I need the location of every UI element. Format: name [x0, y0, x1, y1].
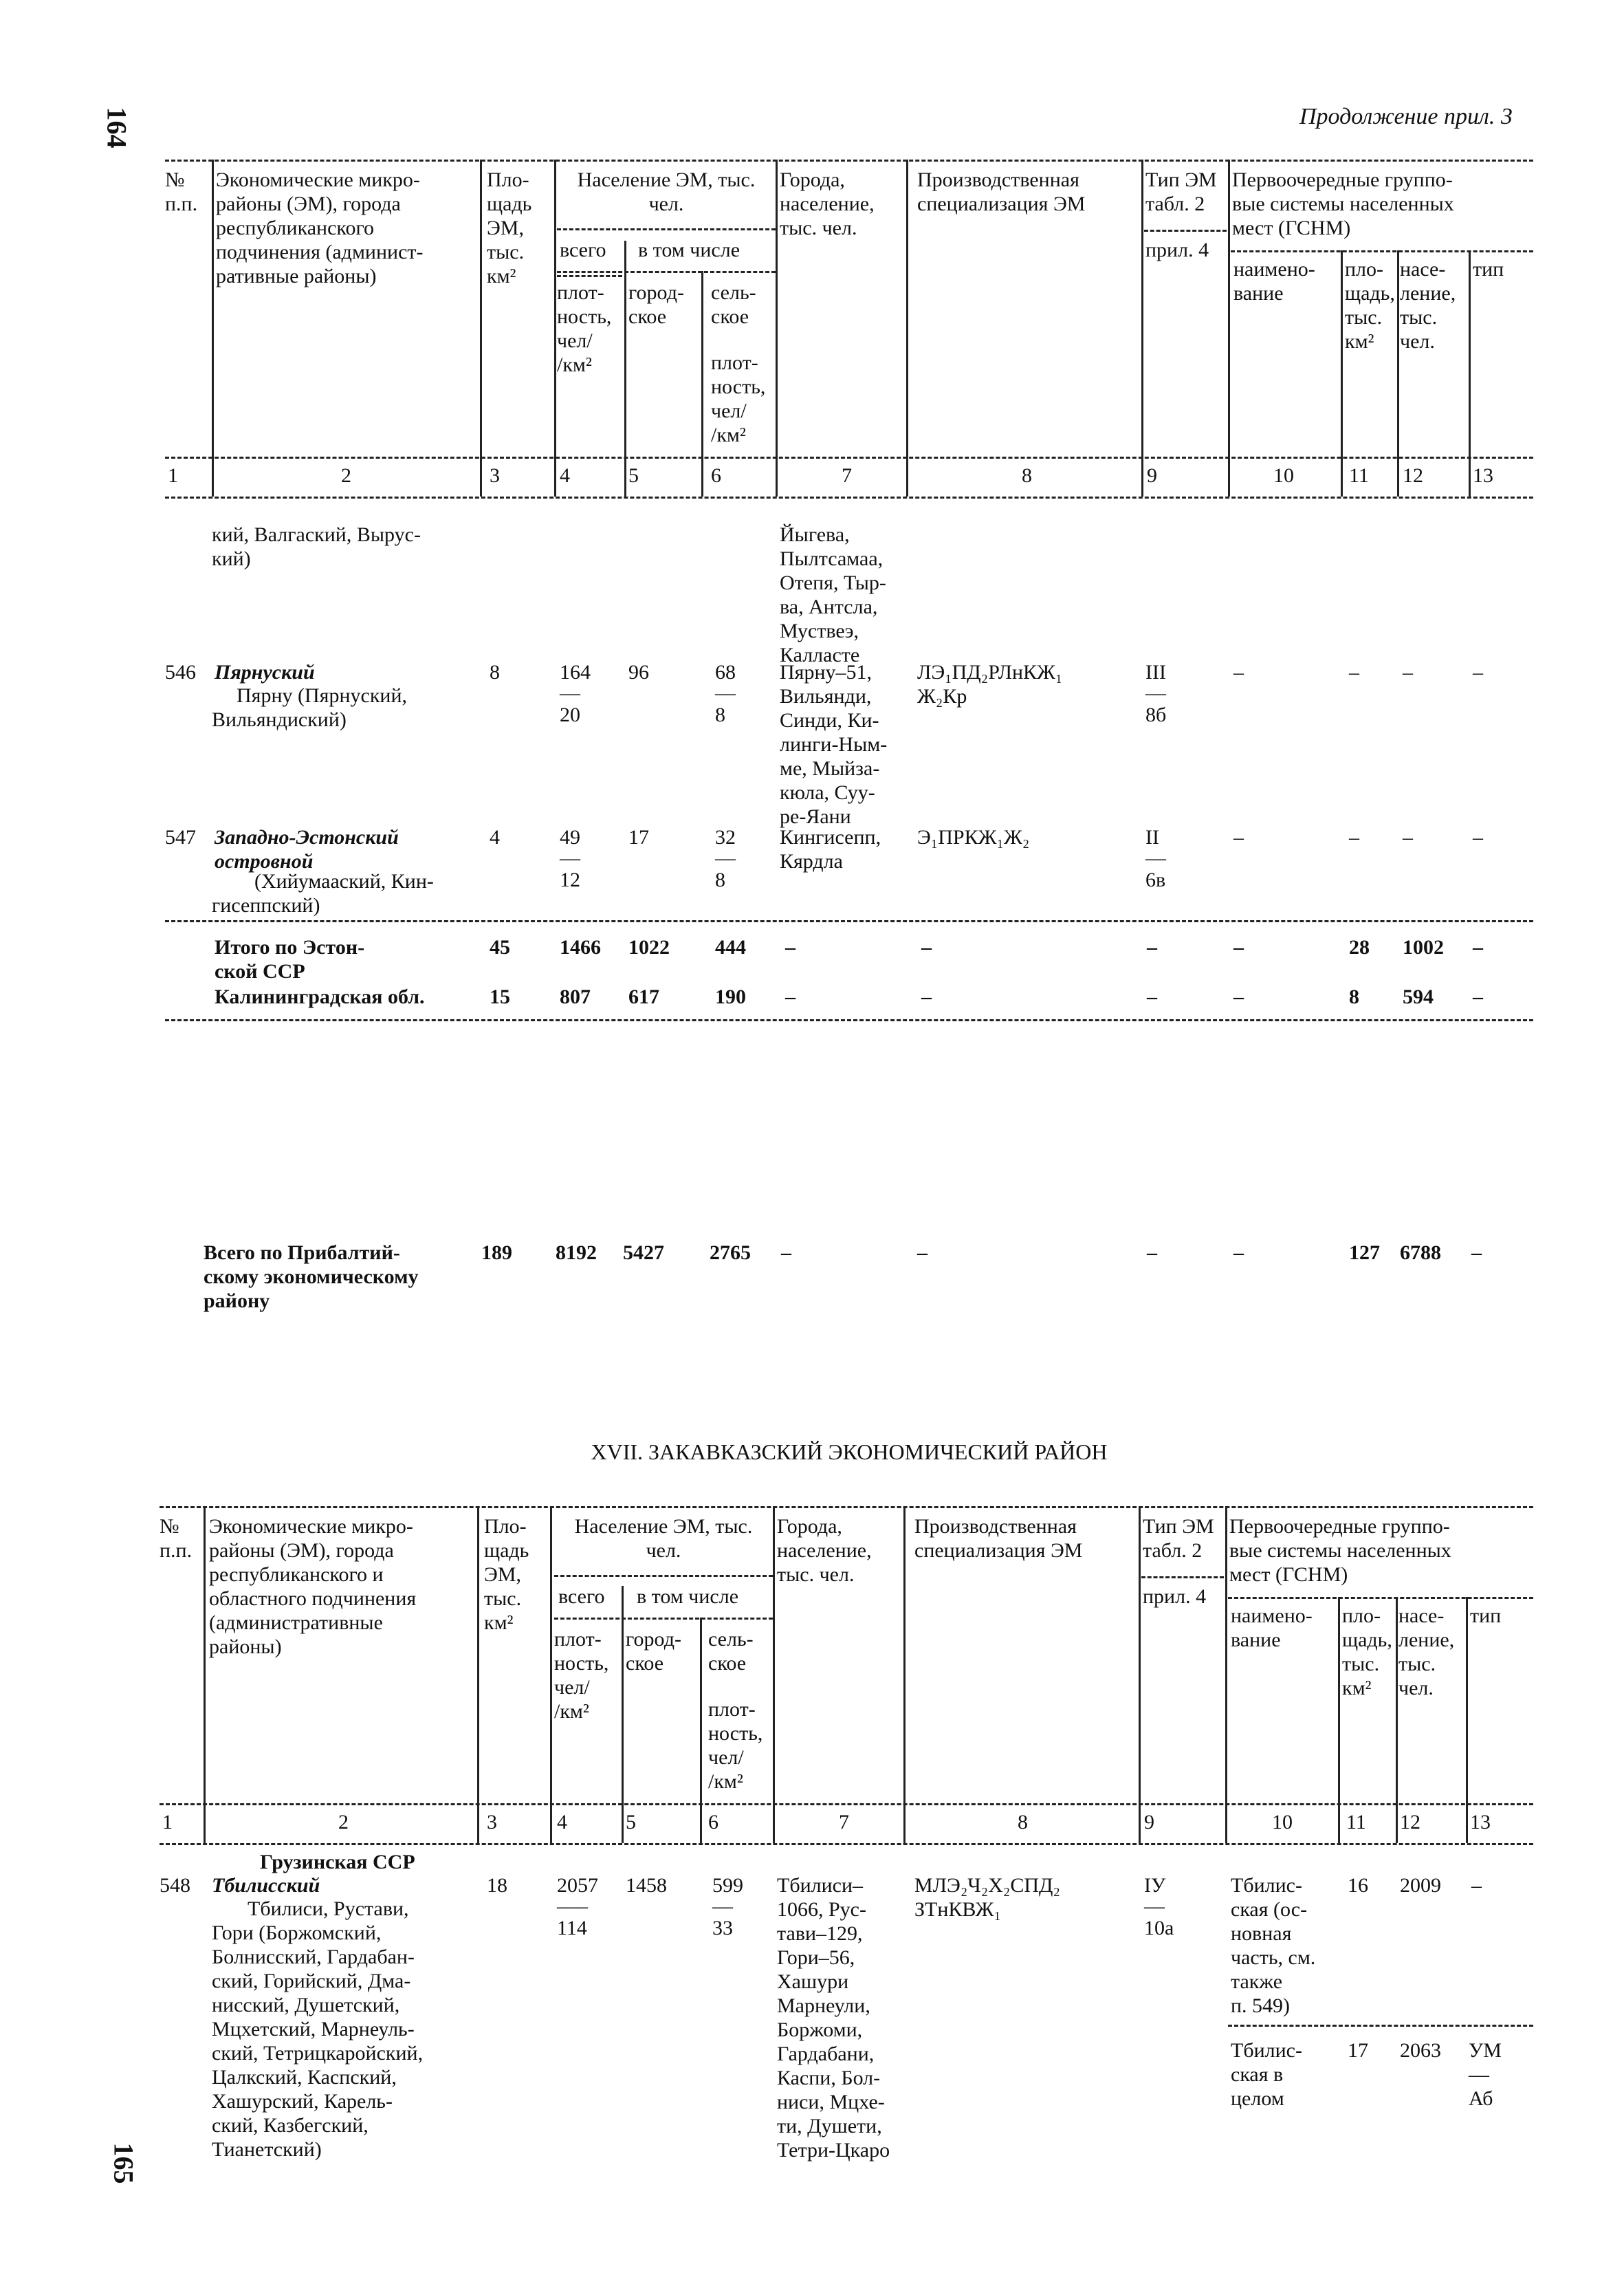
republic-heading: Грузинская ССР	[260, 1851, 415, 1873]
table-cell: 10а	[1144, 1917, 1174, 1939]
col-number: 9	[1144, 1811, 1154, 1833]
table-cell: 16	[1348, 1874, 1368, 1897]
table-cell: ––	[715, 847, 736, 869]
table-cell: ––	[560, 682, 580, 704]
header-gsnm: Первоочередные группо- вые системы населенных мест (ГСНМ)	[1229, 1515, 1451, 1586]
table-cell: II	[1145, 826, 1159, 849]
table-cell: 444	[715, 936, 746, 959]
header-incl: в том числе	[637, 1585, 739, 1608]
table-cell: Тбилисский	[212, 1874, 320, 1897]
header-gsnm-pop: насе- ление, тыс. чел.	[1400, 258, 1456, 353]
table-cell: IУ	[1144, 1874, 1166, 1897]
table-cell: –	[1147, 1241, 1157, 1264]
table-cell: –	[1147, 936, 1157, 959]
header-urban: город- ское	[626, 1628, 681, 1675]
continued-region-text: кий, Валгаский, Вырус- кий)	[212, 523, 421, 570]
col-number: 2	[338, 1811, 349, 1833]
table-cell: ––	[1144, 1895, 1165, 1917]
header-area: Пло- щадь ЭМ, тыс. км²	[484, 1515, 529, 1634]
table-cell: 1466	[560, 936, 601, 959]
table-cell: 68	[715, 661, 736, 684]
header-gsnm-name: наимено- вание	[1231, 1604, 1313, 1651]
table-cell: 164	[560, 661, 591, 684]
table-cell: –	[1403, 826, 1413, 849]
header-rural: сель- ское	[711, 281, 756, 328]
table-cell: ЛЭ₁ПД₂РЛнКЖ₁ Ж₂Кр	[917, 661, 1063, 708]
continued-cities-text: Йыгева, Пылтсамаа, Отепя, Тыр- ва, Антсла, Муствеэ, Калласте	[780, 523, 886, 666]
table-cell: –––	[557, 1895, 588, 1917]
col-number: 2	[341, 464, 351, 487]
header-gsnm-type: тип	[1470, 1604, 1502, 1627]
table-cell: Э₁ПРКЖ₁Ж₂	[917, 826, 1030, 849]
table-cell: 6в	[1145, 869, 1166, 891]
header-type-app: прил. 4	[1143, 1585, 1207, 1608]
col-number: 9	[1147, 464, 1157, 487]
table-cell: 189	[481, 1241, 512, 1264]
table-cell: –	[1473, 826, 1483, 849]
header-incl: в том числе	[638, 239, 740, 261]
table-cell: Тбилиси– 1066, Рус- тави–129, Гори–56, Хашури Марнеули, Боржоми, Гардабани, Каспи, Бол- ниси, Мцхе- ти, Душети, Тетри-Цкаро	[777, 1874, 890, 2162]
table-cell: –	[1349, 826, 1359, 849]
header-spec: Производственная специализация ЭМ	[917, 168, 1086, 215]
header-gsnm-pop: насе- ление, тыс. чел.	[1398, 1604, 1455, 1699]
table-cell: –	[1473, 936, 1483, 959]
table-cell: ––	[1145, 847, 1166, 869]
table-cell: 2009	[1400, 1874, 1441, 1897]
table-cell: Итого по Эстон- ской ССР	[215, 936, 365, 983]
table-cell: 8	[490, 661, 500, 684]
table-cell: 127	[1349, 1241, 1380, 1264]
table-cell: Кингисепп, Кярдла	[780, 826, 881, 873]
table-cell: 18	[487, 1874, 507, 1897]
table-cell: –	[1471, 1874, 1482, 1897]
table-cell: ––	[715, 682, 736, 704]
table-cell: 8192	[556, 1241, 597, 1264]
header-gsnm-area: пло- щадь, тыс. км²	[1342, 1604, 1392, 1699]
header-population: Население ЭМ, тыс. чел.	[574, 1515, 753, 1562]
header-region: Экономические микро- районы (ЭМ), города республиканского подчинения (админист- ративные районы)	[216, 168, 424, 287]
col-number: 10	[1273, 464, 1294, 487]
table-cell: 594	[1403, 986, 1434, 1008]
col-number: 5	[628, 464, 639, 487]
header-total: всего	[560, 239, 606, 261]
table-cell: –	[921, 986, 932, 1008]
col-number: 13	[1473, 464, 1493, 487]
table-cell: –	[1147, 986, 1157, 1008]
header-area: Пло- щадь ЭМ, тыс. км²	[487, 168, 532, 287]
table-cell: –	[1471, 1241, 1482, 1264]
col-number: 3	[487, 1811, 497, 1833]
table-cell: 1022	[628, 936, 670, 959]
table-cell: 8б	[1145, 704, 1167, 726]
table-cell: Тбилис- ская в целом	[1231, 2039, 1302, 2110]
col-number: 7	[839, 1811, 849, 1833]
col-number: 6	[711, 464, 721, 487]
col-number: 12	[1403, 464, 1423, 487]
header-density: плот- ность, чел/ /км²	[554, 1628, 609, 1723]
table-cell: 1458	[626, 1874, 667, 1897]
table-cell: 8	[1349, 986, 1359, 1008]
table-cell: 20	[560, 704, 580, 726]
table-cell: 4	[490, 826, 500, 849]
section-title: XVII. ЗАКАВКАЗСКИЙ ЭКОНОМИЧЕСКИЙ РАЙОН	[591, 1439, 1108, 1464]
table-cell: 15	[490, 986, 510, 1008]
table-cell: 12	[560, 869, 580, 891]
col-number: 7	[842, 464, 852, 487]
table-cell: ––	[560, 847, 580, 869]
page-number-bottom: 165	[108, 2142, 140, 2184]
header-region: Экономические микро- районы (ЭМ), города республиканского и областного подчинения (административные районы)	[209, 1515, 417, 1658]
col-number: 3	[490, 464, 500, 487]
col-number: 8	[1022, 464, 1032, 487]
header-num: № п.п.	[160, 1515, 193, 1562]
table-cell: 17	[1348, 2039, 1368, 2062]
table-cell: 33	[712, 1917, 733, 1939]
header-cities: Города, население, тыс. чел.	[780, 168, 875, 239]
table-cell: 5427	[623, 1241, 664, 1264]
table-cell: 2765	[710, 1241, 751, 1264]
table-cell: –	[1233, 826, 1244, 849]
header-type: Тип ЭМ табл. 2	[1145, 168, 1217, 215]
table-cell: МЛЭ₂Ч₂Х₂СПД₂ ЗТнКВЖ₁	[914, 1874, 1060, 1921]
table-cell: 8	[715, 869, 725, 891]
header-gsnm-area: пло- щадь, тыс. км²	[1345, 258, 1395, 353]
table-cell: Пярну (Пярнуский, Вильяндиский)	[212, 684, 408, 731]
table-cell: Калининградская обл.	[215, 986, 425, 1008]
table-cell: –	[917, 1241, 928, 1264]
table-cell: 2057	[557, 1874, 598, 1897]
col-number: 11	[1346, 1811, 1366, 1833]
header-spec: Производственная специализация ЭМ	[914, 1515, 1083, 1562]
table-cell: Пярну–51, Вильянди, Синди, Ки- линги-Ным- ме, Мыйза- кюла, Суу- ре-Яани	[780, 661, 888, 828]
table-cell: –	[781, 1241, 791, 1264]
table-cell: 1002	[1403, 936, 1444, 959]
col-number: 5	[626, 1811, 636, 1833]
table-cell: УМ –– Аб	[1469, 2039, 1502, 2110]
col-number: 11	[1349, 464, 1369, 487]
header-urban: город- ское	[628, 281, 684, 328]
table-cell: 6788	[1400, 1241, 1441, 1264]
table-cell: –	[1403, 661, 1413, 684]
table-cell: 190	[715, 986, 746, 1008]
table-cell: 617	[628, 986, 659, 1008]
table-cell: –	[1233, 1241, 1244, 1264]
table-cell: 32	[715, 826, 736, 849]
col-number: 6	[708, 1811, 718, 1833]
table-cell: Пярнуский	[215, 661, 315, 684]
table-cell: –	[1233, 936, 1244, 959]
table-cell: 49	[560, 826, 580, 849]
table-cell: 28	[1349, 936, 1370, 959]
header-gsnm-type: тип	[1473, 258, 1504, 281]
table-cell: 17	[628, 826, 649, 849]
table-cell: ––	[712, 1895, 733, 1917]
header-gsnm: Первоочередные группо- вые системы населенных мест (ГСНМ)	[1232, 168, 1454, 239]
col-number: 1	[168, 464, 178, 487]
header-population: Население ЭМ, тыс. чел.	[577, 168, 756, 215]
header-gsnm-name: наимено- вание	[1233, 258, 1315, 305]
table-cell: ––	[1145, 682, 1166, 704]
col-number: 8	[1018, 1811, 1028, 1833]
table-cell: 45	[490, 936, 510, 959]
table-cell: 548	[160, 1874, 190, 1897]
table-cell: Западно-Эстонский островной	[215, 826, 399, 873]
table-cell: (Хийумааский, Кин- гисеппский)	[212, 870, 434, 917]
col-number: 13	[1470, 1811, 1491, 1833]
table-cell: 96	[628, 661, 649, 684]
table-cell: 599	[712, 1874, 743, 1897]
header-rural: сель- ское	[708, 1628, 754, 1675]
page-number-top: 164	[101, 107, 133, 149]
table-cell: 807	[560, 986, 591, 1008]
table-cell: 547	[165, 826, 196, 849]
table-cell: 8	[715, 704, 725, 726]
header-type: Тип ЭМ табл. 2	[1143, 1515, 1214, 1562]
header-total: всего	[558, 1585, 605, 1608]
table-cell: III	[1145, 661, 1166, 684]
table-cell: Тбилис- ская (ос- новная часть, см. также п. 549)	[1231, 1874, 1316, 2017]
col-number: 4	[560, 464, 570, 487]
table-cell: Тбилиси, Рустави, Гори (Боржомский, Болнисский, Гардабан- ский, Горийский, Дма- нисский, Душетский, Мцхетский, Марнеуль- ский, Тетрицкаройский, Цалкский, Каспский, Хашурский, Карель- ский, Казбегский, Тианетский)	[212, 1897, 424, 2161]
table-cell: –	[1233, 986, 1244, 1008]
header-density: плот- ность, чел/ /км²	[557, 281, 612, 376]
table-cell: –	[1473, 986, 1483, 1008]
table-cell: –	[1473, 661, 1483, 684]
table-cell: 114	[557, 1917, 587, 1939]
table-cell: 2063	[1400, 2039, 1441, 2062]
table-cell: 546	[165, 661, 196, 684]
table-cell: –	[785, 936, 795, 959]
table-cell: –	[1349, 661, 1359, 684]
header-rural-density: плот- ность, чел/ /км²	[708, 1698, 763, 1793]
continuation-label: Продолжение прил. 3	[1299, 104, 1513, 129]
col-number: 12	[1400, 1811, 1420, 1833]
header-rural-density: плот- ность, чел/ /км²	[711, 351, 766, 446]
col-number: 10	[1272, 1811, 1293, 1833]
col-number: 1	[162, 1811, 173, 1833]
header-type-app: прил. 4	[1145, 239, 1209, 261]
table-cell: –	[921, 936, 932, 959]
header-num: № п.п.	[165, 168, 198, 215]
table-cell: Всего по Прибалтий- скому экономическому району	[204, 1241, 419, 1312]
table-cell: –	[785, 986, 795, 1008]
table-cell: –	[1233, 661, 1244, 684]
col-number: 4	[557, 1811, 567, 1833]
header-cities: Города, население, тыс. чел.	[777, 1515, 872, 1586]
